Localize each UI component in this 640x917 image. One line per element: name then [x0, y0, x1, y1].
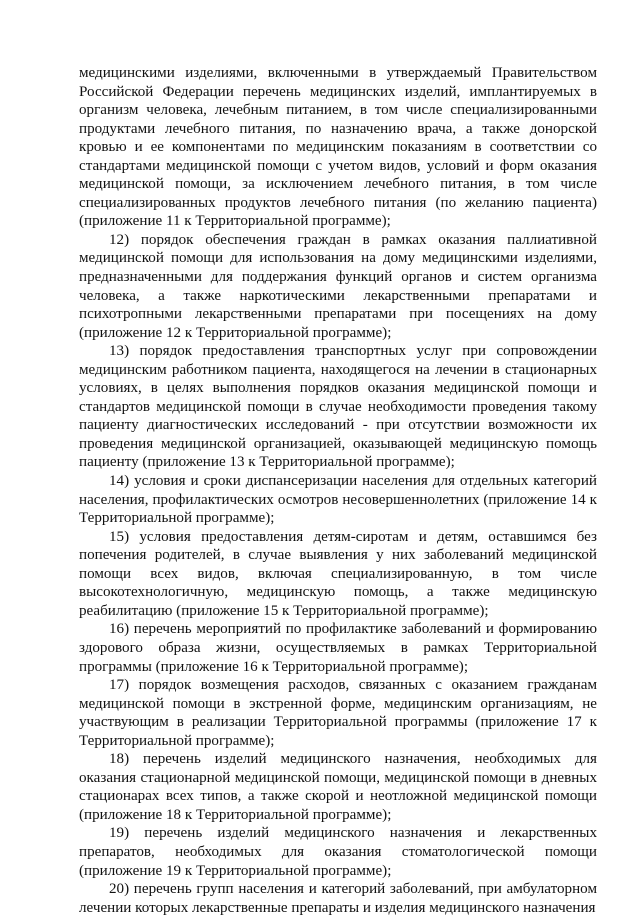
paragraph-item-19: 19) перечень изделий медицинского назначения и лекарственных препаратов, необходимых для оказания стоматологической помощи (приложение 19 к Территориальной программе);: [79, 825, 597, 879]
paragraph-item-13: 13) порядок предоставления транспортных услуг при сопровождении медицинским работником пациента, находящегося на лечении в стационарных условиях, в целях выполнения порядков оказания медицинской помощи и стандартов медицинской помощи в случае необходимости проведения такому пациенту диагностических исследований - при отсутствии возможности их проведения медицинской организацией, оказывающей медицинскую помощь пациенту (приложение 13 к Территориальной программе);: [79, 343, 597, 471]
paragraph-item-17: 17) порядок возмещения расходов, связанных с оказанием гражданам медицинской помощи в экстренной форме, медицинским организациям, не участвующим в реализации Территориальной программы (приложение 17 к Территориальной программе);: [79, 677, 597, 749]
paragraph-item-15: 15) условия предоставления детям-сиротам и детям, оставшимся без попечения родителей, в случае выявления у них заболеваний медицинской помощи всех видов, включая специализированную, в том числе высокотехнологичную, медицинскую помощь, а также медицинскую реабилитацию (приложение 15 к Территориальной программе);: [79, 528, 597, 619]
paragraph-item-18: 18) перечень изделий медицинского назначения, необходимых для оказания стационарной медицинской помощи, медицинской помощи в дневных стационарах всех типов, а также скорой и неотложной медицинской помощи (приложение 18 к Территориальной программе);: [79, 751, 597, 823]
paragraph-item-20: 20) перечень групп населения и категорий заболеваний, при амбулаторном лечении которых лекарственные препараты и изделия медицинского назначения: [79, 881, 597, 916]
paragraph-item-12: 12) порядок обеспечения граждан в рамках оказания паллиативной медицинской помощи для использования на дому медицинскими изделиями, предназначенными для поддержания функций органов и систем организма человека, а также наркотическими лекарственными препаратами и психотропными лекарственными препаратами при посещениях на дому (приложение 12 к Территориальной программе);: [79, 231, 597, 341]
paragraph-item-16: 16) перечень мероприятий по профилактике заболеваний и формированию здорового образа жизни, осуществляемых в рамках Территориальной программы (приложение 16 к Территориальной программе);: [79, 621, 597, 675]
document-body: [79, 64, 597, 917]
paragraph-item-14: 14) условия и сроки диспансеризации населения для отдельных категорий населения, профилактических осмотров несовершеннолетних (приложение 14 к Территориальной программе);: [79, 473, 597, 527]
paragraph-continuation: медицинскими изделиями, включенными в утверждаемый Правительством Российской Федерации перечень медицинских изделий, имплантируемых в организм человека, лечебным питанием, в том числе специализированными продуктами лечебного питания, по назначению врача, а также донорской кровью и ее компонентами по медицинским показаниям в соответствии со стандартами медицинской помощи с учетом видов, условий и форм оказания медицинской помощи, за исключением лечебного питания, в том числе специализированных продуктов лечебного питания (по желанию пациента) (приложение 11 к Территориальной программе);: [79, 65, 597, 230]
